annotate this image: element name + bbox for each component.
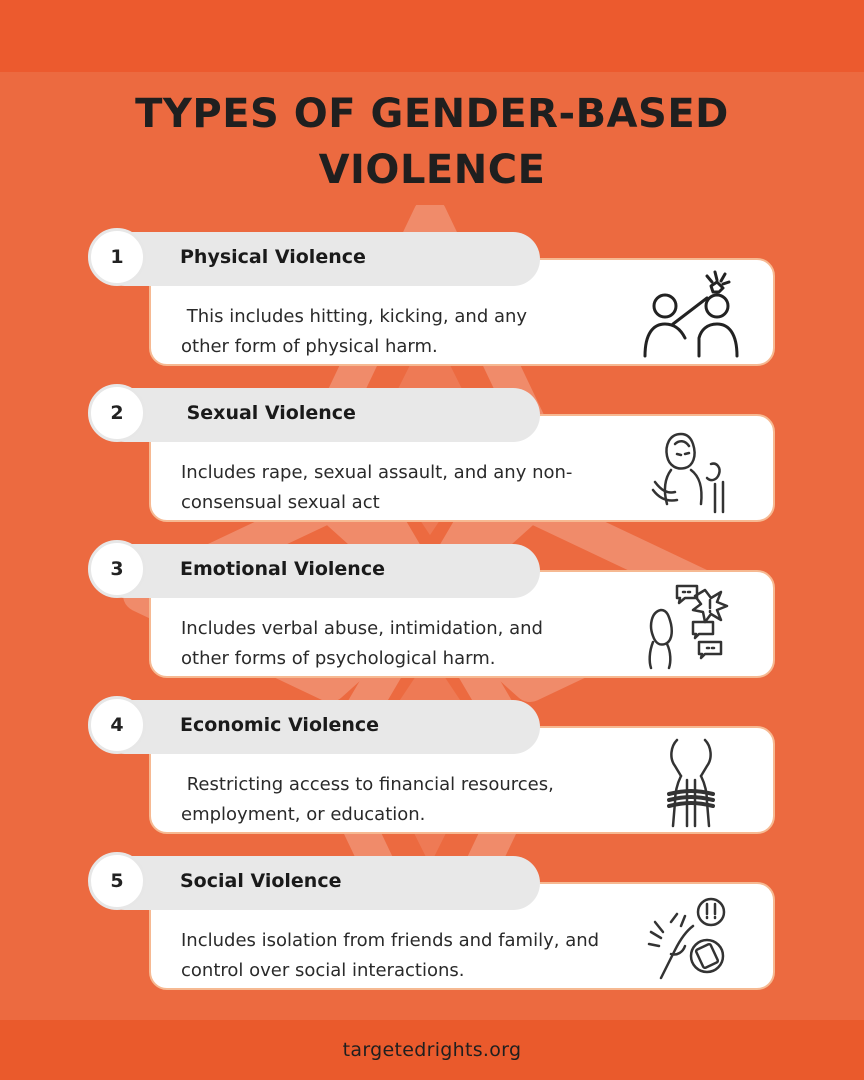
item-header-pill — [98, 856, 540, 910]
title-line-1: TYPES OF GENDER-BASED — [135, 91, 729, 137]
item-description: Includes verbal abuse, intimidation, and other forms of psychological harm. — [181, 618, 543, 669]
assault-icon — [641, 424, 741, 516]
item-number: 5 — [88, 852, 146, 910]
item-number: 3 — [88, 540, 146, 598]
footer-website[interactable]: targetedrights.org — [342, 1039, 522, 1061]
item-number: 2 — [88, 384, 146, 442]
item-description: Restricting access to financial resources, employment, or education. — [181, 774, 554, 825]
item-title: Physical Violence — [180, 246, 366, 268]
item-header-pill — [98, 232, 540, 286]
item-description: This includes hitting, kicking, and any other form of physical harm. — [181, 306, 528, 357]
item-number: 4 — [88, 696, 146, 754]
item-title: Economic Violence — [180, 714, 380, 736]
top-band — [0, 0, 864, 72]
violence-type-item — [0, 384, 864, 528]
tied-hands-icon — [641, 736, 741, 828]
item-number: 1 — [88, 228, 146, 286]
violence-type-item — [0, 852, 864, 996]
item-title: Emotional Violence — [180, 558, 385, 580]
title-line-2: VIOLENCE — [318, 147, 546, 193]
footer-band — [0, 1020, 864, 1080]
item-description: Includes rape, sexual assault, and any non- consensual sexual act — [181, 462, 573, 513]
violence-type-item — [0, 228, 864, 372]
page-title — [0, 86, 864, 198]
item-header-pill — [98, 700, 540, 754]
item-description: Includes isolation from friends and family, and control over social interactions. — [181, 930, 600, 981]
violence-type-item — [0, 696, 864, 840]
item-header-pill — [98, 544, 540, 598]
item-header-pill — [98, 388, 540, 442]
verbal-abuse-icon — [641, 580, 741, 672]
phone-control-icon — [641, 892, 741, 984]
fight-icon — [641, 268, 741, 360]
item-title: Sexual Violence — [180, 402, 356, 424]
item-title: Social Violence — [180, 870, 342, 892]
violence-type-item — [0, 540, 864, 684]
